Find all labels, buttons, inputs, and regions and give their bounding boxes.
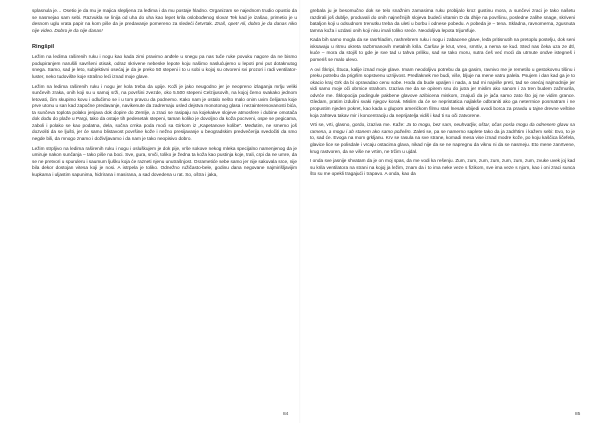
right-page (310, 8, 575, 413)
paragraph: grebala ju je besomučno dok se telo snažnim zamasima ruku probijalo kroz gustinu mora, a sunčevi zraci je tako našetu razdirali još dublje, produvali do onih najnežnijih slojeva budeći vitamin D da dhije na površinu, posledne zalihe snage, skriveni bataljon koji u odsudnom trenutku treba da uleti u borbu i odnese pobedu. A pobeda je – tena. Skladna, ravnomerna, zgusnuta tamna koža i uzdasi onih koji nisu imali toliko sreće. Neodoljiva lepota trijumfuje. (310, 8, 575, 33)
intro-text: splasnula je… Osetio je da mu je majica slepljena za leđima i da mu postaje hladno. Organizam se najednom trudio opustio da se nasmejao sam sebi. Razvukla se linija od uha do uha kao lepet krila oslobođenog slova! Tek kad je izašao, primetio je u desnom uglu vrata papir na kom piše da je predavanje pomereno za sledeći četvrtak. (32, 8, 297, 27)
paragraph: Ležim na ledima raširenih ruku i nogu jer kola treba da upije. Koži je jako neugodno jer je neopreno izlaganja mrlju veliki sunčevih zraka, onih koji su u samoj srži, na površini zvezde, oko 5.500 stepeni Celzijusovih, na kojoj čemo svakako jednom letovati, čim skupimo kovu i odlučimo se i u tom pravcu da podnemo. Kako nam je ostalo nešto malo onim uvim čelijama koje prve utonu u san kad započne predavanje, navikenute da zadremaju usled dejstva monotonog glasa i nezainteresovanosti bića, ta sunčeva toplota polako jenjava dok dopire do Zemlje, a zraci se rasipaju na kojekakve slojeve atmosfere i dubine omotača dok dođu do plaže u Pargi, tako da ostaje tih pedesetak stepeni, taman koliko je dovoljno da koža pocrveni, ospe se pegicama, zaboli i polako se kao podatna, dela, sočna crnka poda moći sa Girkom iz „Kapetanove kolibe". Međutim, ne smemo još dozvoliti da se ljušti, jer će samo blistavost površine kože i nežno presijavanje u beogradskim predvečerija svedočiti da smo negde bili, da mnogo znamo i doživljavamo i da nam je tako neopisivo dobro. (32, 83, 297, 141)
intro-italic-text: Znaš, opet! Ali, dobro je da danas niko nije video. Dobro je da nije danas! (32, 21, 297, 33)
paragraph: I onda sve jasnije shvatam da je on moj spas, da me vodi ka rešenju. Zum, zum, zum, zum, zum, zum, zum, zvuke uvek joj kad su krila ventilatora na strani na kojoj ja ležim, znam da i to ima neke veze s fizikom, sve ima veze s njom, kao i oni zraci sunca što su me opekli tragajući i trapavo. A onda, kao da (310, 158, 575, 177)
left-page (32, 8, 297, 413)
page-number-left: 84 (283, 412, 289, 417)
dialogue-continuation: Zaleti se, pa se namerno saplete tako da ja zadrhtim i kažem sebi: Evo, to je to, sad će. Evoga na mom grkljanu. Krv se rasula na sve strane, komadi mesa vise iznad modre kože, po koju kaščica ličefela, glavice lice se polisdale i vrcaju ostacima glava, nikad nije da se ne napregnu da viknu ni da se nasmeju. Eto mene zanrtvene, krug rastvoren, da se više ne vrtim, ne trčim u ujdal. (310, 128, 575, 154)
dialogue-lead: Vrti se, vrti, glasno, gordo, izaziva me. Kaže: (310, 122, 405, 128)
paragraph: Ležim strpljivo na ledima raširenih ruku i nogu i osluškujem je dok pije, vrše sokove nekog mleka specijalno namenjenog da je umiruje nakon sunčanja – tako piše na boci. Sve, gura, srvči, toliko je žedna ta koža kao pustinja koje, trali, crpi da ne umre, da se ne pretvori u spuruleru i saumum ljušku koja će razneti njenu unutrašnjost. Osrametiće sebe samo jer nije sakuvala srce, nije bila dekor dostojan vitesa koji je nosi. A istrpela je toliko. Odnežno ružičasto-bele, godinu dana negovane najmirišljavijim kupkama i uljastim sapunima, hidrirana i masirana, a sad dovedena u rat. So, oštra i jaka, (32, 145, 297, 177)
paragraph (310, 122, 575, 155)
intro-paragraph (32, 8, 297, 34)
page-gutter (299, 0, 301, 423)
paragraph: Ležim na ledima raširenih ruku i nogu kao kada zimi pravimo anđele u snegu pa nas tuče ruke povuku nagore da ne bismo podupiranjem narušili savršeni otisak, odraz skrivene nebeske lepote koju našimo naslućujemo u lepoti prvi put dotaknutog snega. Samo, sad je leto, subjektivni osećaj je da je preko 50 stepeni i to u sobi u kojoj su otvoreni svi prozori i radi ventilator-luster, neko tudovište koje strašno leći iznad moje glave. (32, 54, 297, 79)
chapter-heading: Ringšpil (32, 44, 55, 51)
paragraph: Kada bih samo mogla da se rasrhladim, rashrebrem ruku i nogu i zabacene glave, leđa pritisnutih na pretoplu postelju, dok seni isksavaju u ritmu okreta razbrmanovih metalnih krila. Čaršav je krut, vreo, smrtiv, a nema se kud. Sted nas čeka uza ze dtl, kuće – mora da stojiš to gde je sve tad u tahva priliku, sad se tako moru, sutra ćeš već moći da utrnute ondve istegneš i pomeriš se malo ulevo. (310, 37, 575, 63)
paragraph: A ovi Škripi, Štuca, kalije iznad moje glave. Imam neodoljivu potrebu da ga gasim, ravnivo me je remetilo u gestokovnu tišinu i preku potrebu da prigrlim sopstvenu uzrijivost. Predlaknek me budi, više, bljuje na mene vatru palela. Psujem i dan kad ga je to okacio kraj Grk da bi opravadao cenu sobe. Hoda da bude upaljen i nada, a tad mi najviše preti, tad se osećaj najmodnije jer vidi samo moje oči obrnice strahom. Izaziva me da se opirem snu do jutra jer mislim ako sanom i za tren budem zažmurila, odvrće me. Šklopocija podingule pakbene glavove azibicena miskom, znajući da je jača samo zato što joj ne vidim grance. Gledam, pratim izdušni svaki njegov korak. Mislim da će se nepristatica najlakše odbraniti ako ga neterrnice posmatram i ne propustim njeden pokret, kao kada u glupom amerićkom filmu stari lnesak ubijedi uvodi borca za pravdu u tajne drevne veštine koja zahteva takav mir i koncentraciju da neprijatelja vidiš i kad ti su oči zatvorene. (310, 66, 575, 118)
page-number-right: 85 (575, 412, 581, 417)
dialogue-italic: Ja to mogu, bez sam, neuhvatljiv, oštar, očas posla mogu da odnesem glavu sa ramena, a mogu i ab stanem ako samo poželim. (310, 122, 575, 134)
